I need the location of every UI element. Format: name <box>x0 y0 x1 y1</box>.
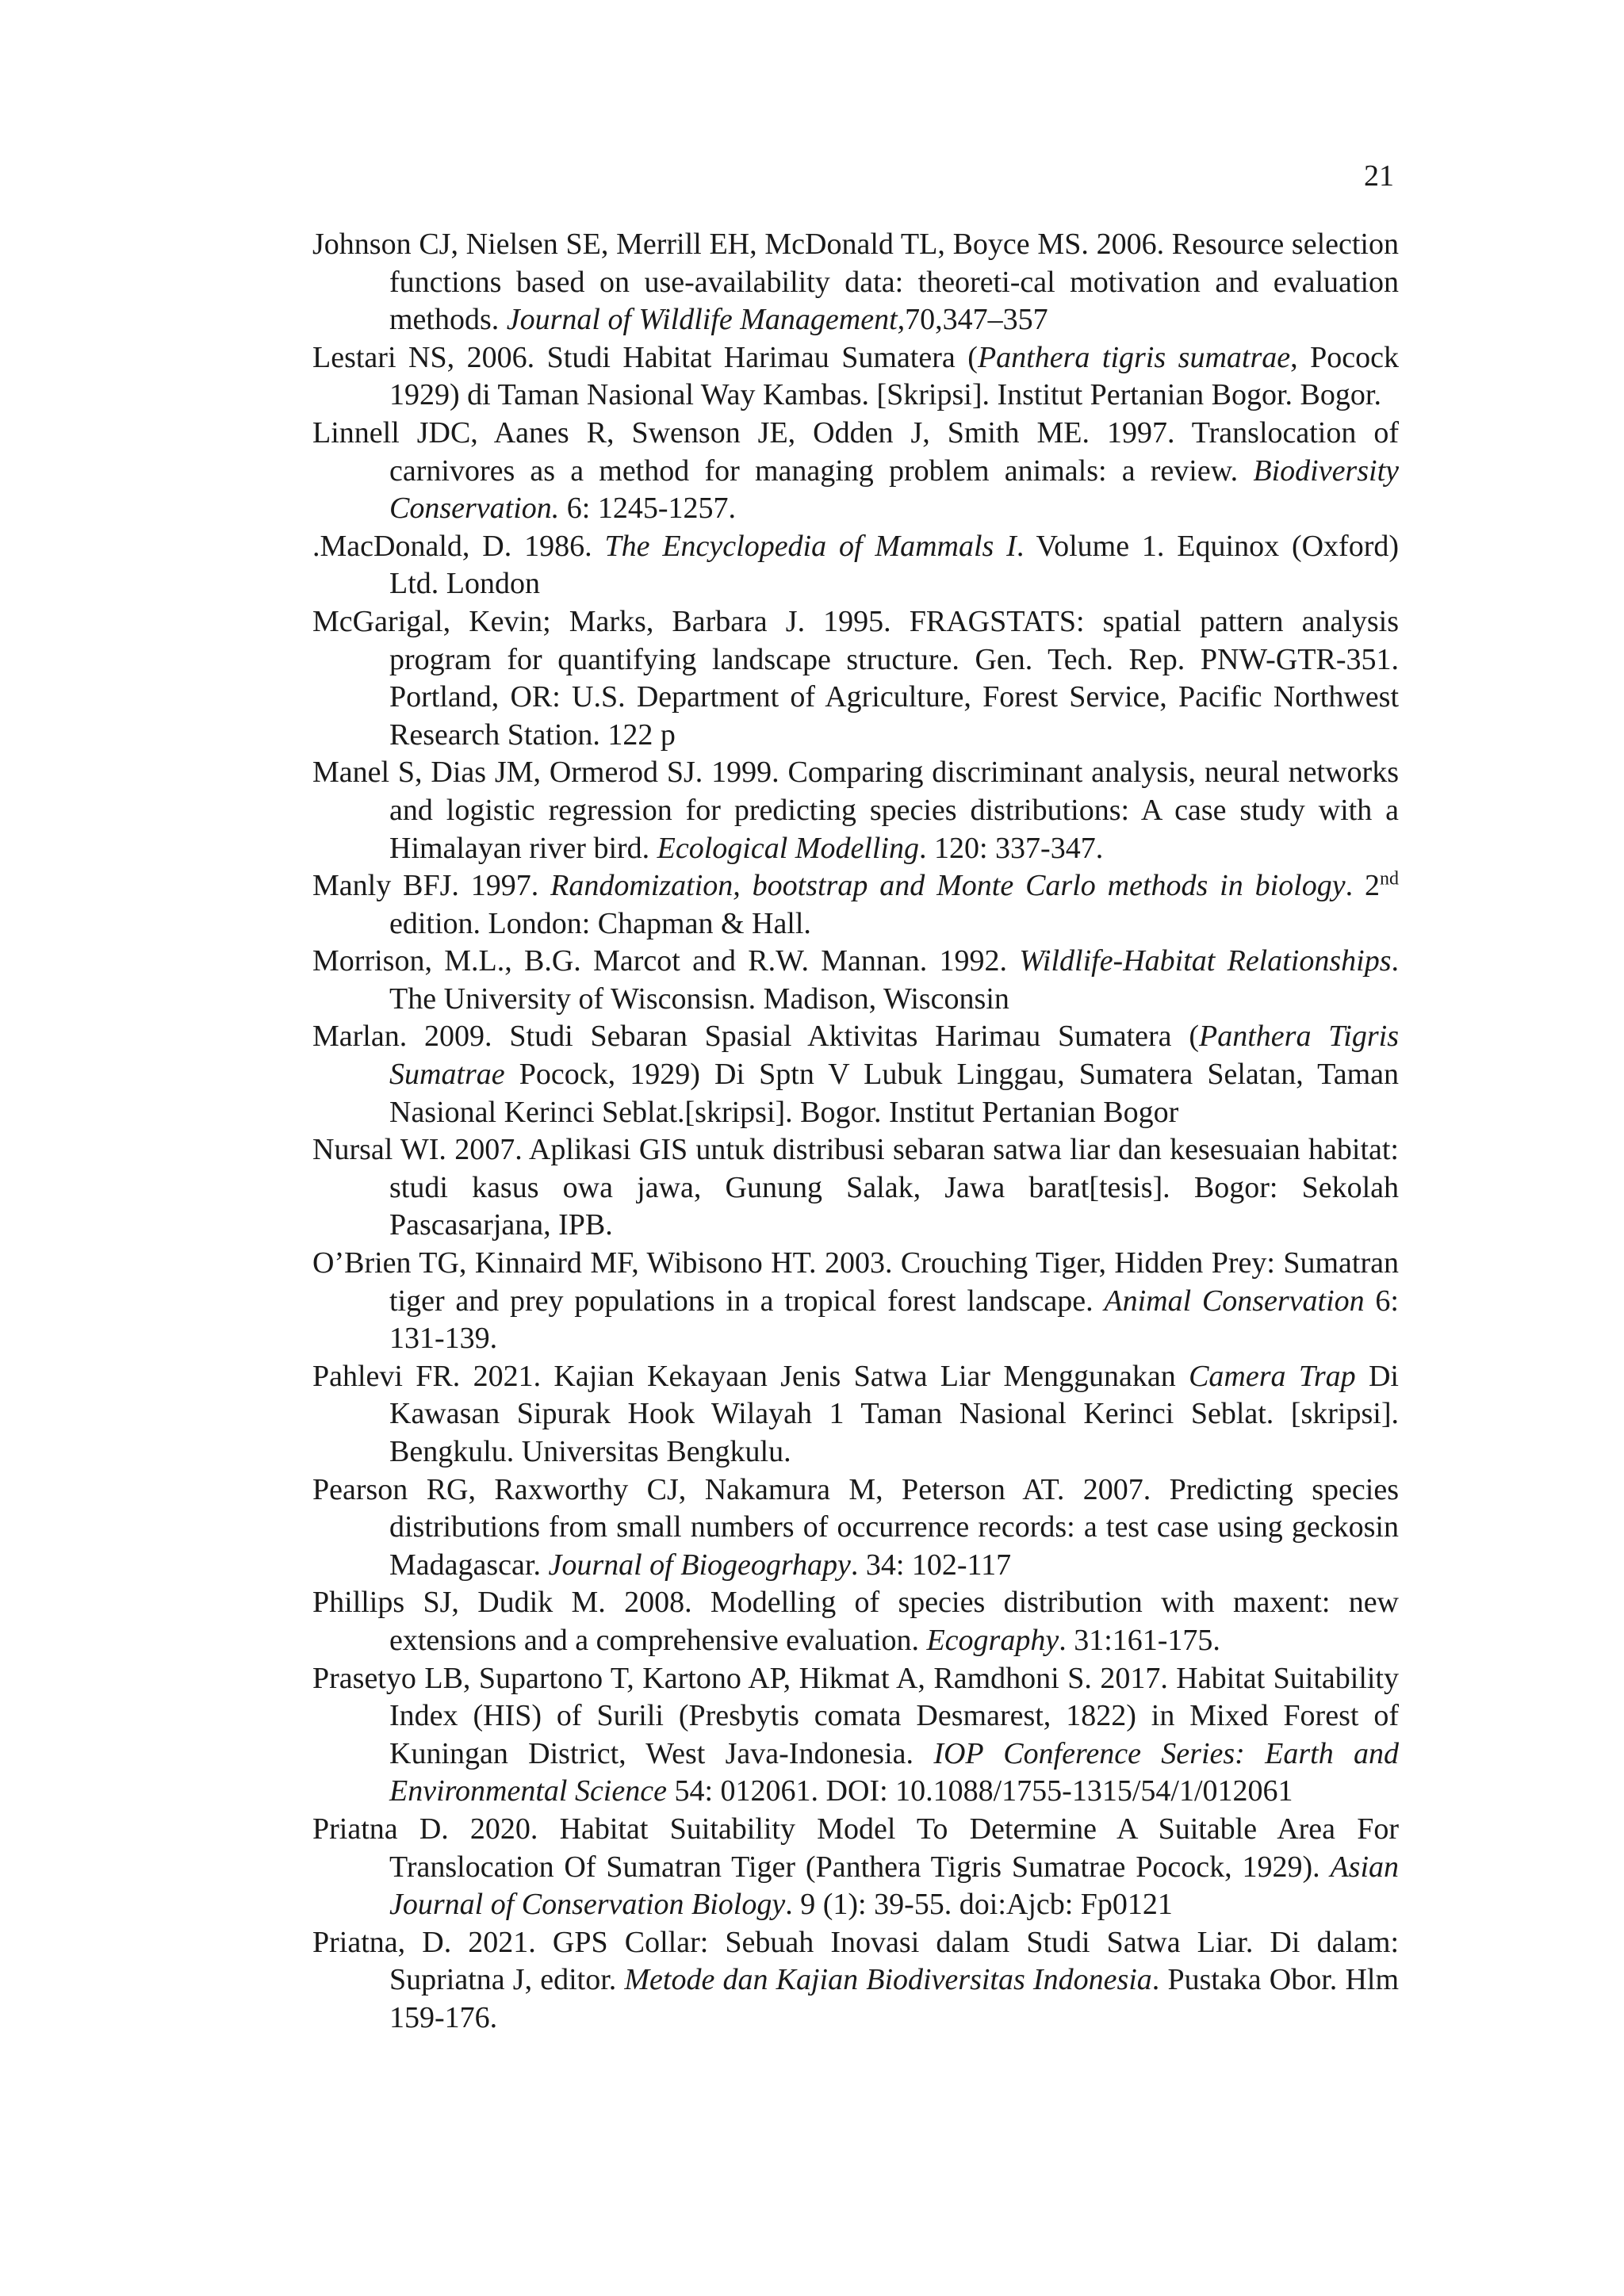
reference-entry <box>312 1018 1399 1131</box>
reference-text: . The University of Wisconsisn. Madison, Wisconsin <box>389 944 1399 1016</box>
reference-italic-text: Ecological Modelling <box>657 831 919 865</box>
reference-text: 6: 131-139. <box>389 1284 1399 1356</box>
reference-italic-text: Wildlife-Habitat Relationships <box>1019 944 1392 978</box>
reference-text: Morrison, M.L., B.G. Marcot and R.W. Mannan. 1992. <box>312 944 1020 978</box>
reference-superscript: nd <box>1380 868 1399 890</box>
reference-text: . Pustaka Obor. Hlm 159-176. <box>389 1963 1399 2034</box>
reference-list <box>312 226 1399 2038</box>
reference-italic-text: Biodiversity Conservation. <box>389 453 1399 526</box>
reference-text: . 2 <box>1345 869 1380 903</box>
reference-italic-text: Randomization, bootstrap and Monte Carlo methods in biology <box>550 869 1346 903</box>
reference-text: 70,347–357 <box>905 303 1048 337</box>
reference-text: . 31:161-175. <box>1059 1623 1220 1657</box>
reference-italic-text: Panthera tigris sumatrae <box>977 340 1291 374</box>
reference-italic-text: Animal Conservation <box>1104 1284 1365 1318</box>
reference-text: edition. London: Chapman & Hall. <box>389 906 811 940</box>
reference-italic-text: Journal of Wildlife Management, <box>506 303 906 337</box>
reference-text: Di Kawasan Sipurak Hook Wilayah 1 Taman Nasional Kerinci Seblat. [skripsi]. Bengkulu. Universitas Bengkulu. <box>389 1359 1399 1468</box>
reference-italic-text: The Encyclopedia of Mammals I <box>604 529 1017 563</box>
reference-italic-text: IOP Conference Series: Earth and Environmental Science <box>389 1736 1399 1808</box>
reference-text: Manly BFJ. 1997. <box>312 869 551 903</box>
reference-text: Priatna D. 2020. Habitat Suitability Model To Determine A Suitable Area For Translocation Of Sumatran Tiger (Panthera Tigris Sumatrae Pocock, 1929). <box>312 1812 1399 1884</box>
reference-entry <box>312 226 1399 339</box>
reference-text: Johnson CJ, Nielsen SE, Merrill EH, McDonald TL, Boyce MS. 2006. Resource selection functions based on use-availability data: theoreti-cal motivation and evaluation methods. <box>312 228 1399 337</box>
reference-entry <box>312 1924 1399 2038</box>
reference-italic-text: Asian Journal of Conservation Biology <box>389 1850 1399 1922</box>
reference-italic-text: Ecography <box>926 1623 1059 1657</box>
reference-entry <box>312 1245 1399 1358</box>
reference-entry <box>312 1584 1399 1659</box>
reference-entry <box>312 339 1399 415</box>
reference-text: . 120: 337-347. <box>918 831 1104 865</box>
reference-text: Prasetyo LB, Supartono T, Kartono AP, Hikmat A, Ramdhoni S. 2017. Habitat Suitability Index (HIS) of Surili (Presbytis comata Desmarest, 1822) in Mixed Forest of Kuningan District, West Java-Indonesia. <box>312 1661 1399 1770</box>
reference-entry <box>312 1471 1399 1585</box>
reference-text: Linnell JDC, Aanes R, Swenson JE, Odden J, Smith ME. 1997. Translocation of carnivores as a method for managing problem animals: a review. <box>312 415 1399 488</box>
reference-text: 54: 012061. DOI: 10.1088/1755-1315/54/1/012061 <box>666 1774 1293 1808</box>
reference-italic-text: Panthera Tigris Sumatrae <box>389 1020 1400 1092</box>
reference-entry <box>312 603 1399 754</box>
reference-entry <box>312 1660 1399 1811</box>
reference-italic-text: Journal of Biogeogrhapy <box>548 1548 851 1582</box>
reference-text: . Volume 1. Equinox (Oxford) Ltd. London <box>389 529 1400 601</box>
reference-italic-text: Metode dan Kajian Biodiversitas Indonesia <box>624 1963 1152 1997</box>
reference-text: Nursal WI. 2007. Aplikasi GIS untuk distribusi sebaran satwa liar dan kesesuaian habitat: studi kasus owa jawa, Gunung Salak, Jawa barat[tesis]. Bogor: Sekolah Pascasarjana, IPB. <box>312 1133 1399 1242</box>
reference-text: . 34: 102-117 <box>850 1548 1012 1582</box>
reference-entry <box>312 415 1399 528</box>
reference-entry <box>312 943 1399 1018</box>
reference-text: Phillips SJ, Dudik M. 2008. Modelling of species distribution with maxent: new extensions and a comprehensive evaluation. <box>312 1586 1399 1657</box>
reference-text: Pearson RG, Raxworthy CJ, Nakamura M, Peterson AT. 2007. Predicting species distributions from small numbers of occurrence records: a test case using geckosin Madagascar. <box>312 1472 1399 1582</box>
reference-entry <box>312 867 1399 943</box>
reference-italic-text: Camera Trap <box>1189 1359 1356 1393</box>
page-number: 21 <box>1364 159 1394 193</box>
reference-text: , Pocock 1929) di Taman Nasional Way Kambas. [Skripsi]. Institut Pertanian Bogor. Bogor. <box>389 340 1399 412</box>
reference-entry <box>312 1811 1399 1924</box>
reference-text: Pocock, 1929) Di Sptn V Lubuk Linggau, Sumatera Selatan, Taman Nasional Kerinci Seblat.[skripsi]. Bogor. Institut Pertanian Bogor <box>389 1058 1399 1129</box>
reference-text: O’Brien TG, Kinnaird MF, Wibisono HT. 2003. Crouching Tiger, Hidden Prey: Sumatran tiger and prey populations in a tropical forest landscape. <box>312 1246 1399 1318</box>
reference-entry <box>312 528 1399 603</box>
reference-text: Marlan. 2009. Studi Sebaran Spasial Aktivitas Harimau Sumatera ( <box>312 1020 1200 1054</box>
reference-text: Pahlevi FR. 2021. Kajian Kekayaan Jenis Satwa Liar Menggunakan <box>312 1359 1189 1393</box>
reference-entry <box>312 1358 1399 1471</box>
reference-entry <box>312 1131 1399 1245</box>
reference-text: McGarigal, Kevin; Marks, Barbara J. 1995. FRAGSTATS: spatial pattern analysis program for quantifying landscape structure. Gen. Tech. Rep. PNW-GTR-351. Portland, OR: U.S. Department of Agriculture, Forest Service, Pacific Northwest Research Station. 122 p <box>312 604 1399 752</box>
reference-text: Lestari NS, 2006. Studi Habitat Harimau Sumatera ( <box>312 340 978 374</box>
reference-text: Priatna, D. 2021. GPS Collar: Sebuah Inovasi dalam Studi Satwa Liar. Di dalam: Supriatna J, editor. <box>312 1925 1399 1997</box>
reference-entry <box>312 754 1399 867</box>
reference-text: Manel S, Dias JM, Ormerod SJ. 1999. Comparing discriminant analysis, neural networks and logistic regression for predicting species distributions: A case study with a Himalayan river bird. <box>312 756 1399 865</box>
reference-text: . 9 (1): 39-55. doi:Ajcb: Fp0121 <box>785 1888 1173 1922</box>
reference-text: .MacDonald, D. 1986. <box>312 529 605 563</box>
reference-text: 6: 1245-1257. <box>559 492 736 526</box>
